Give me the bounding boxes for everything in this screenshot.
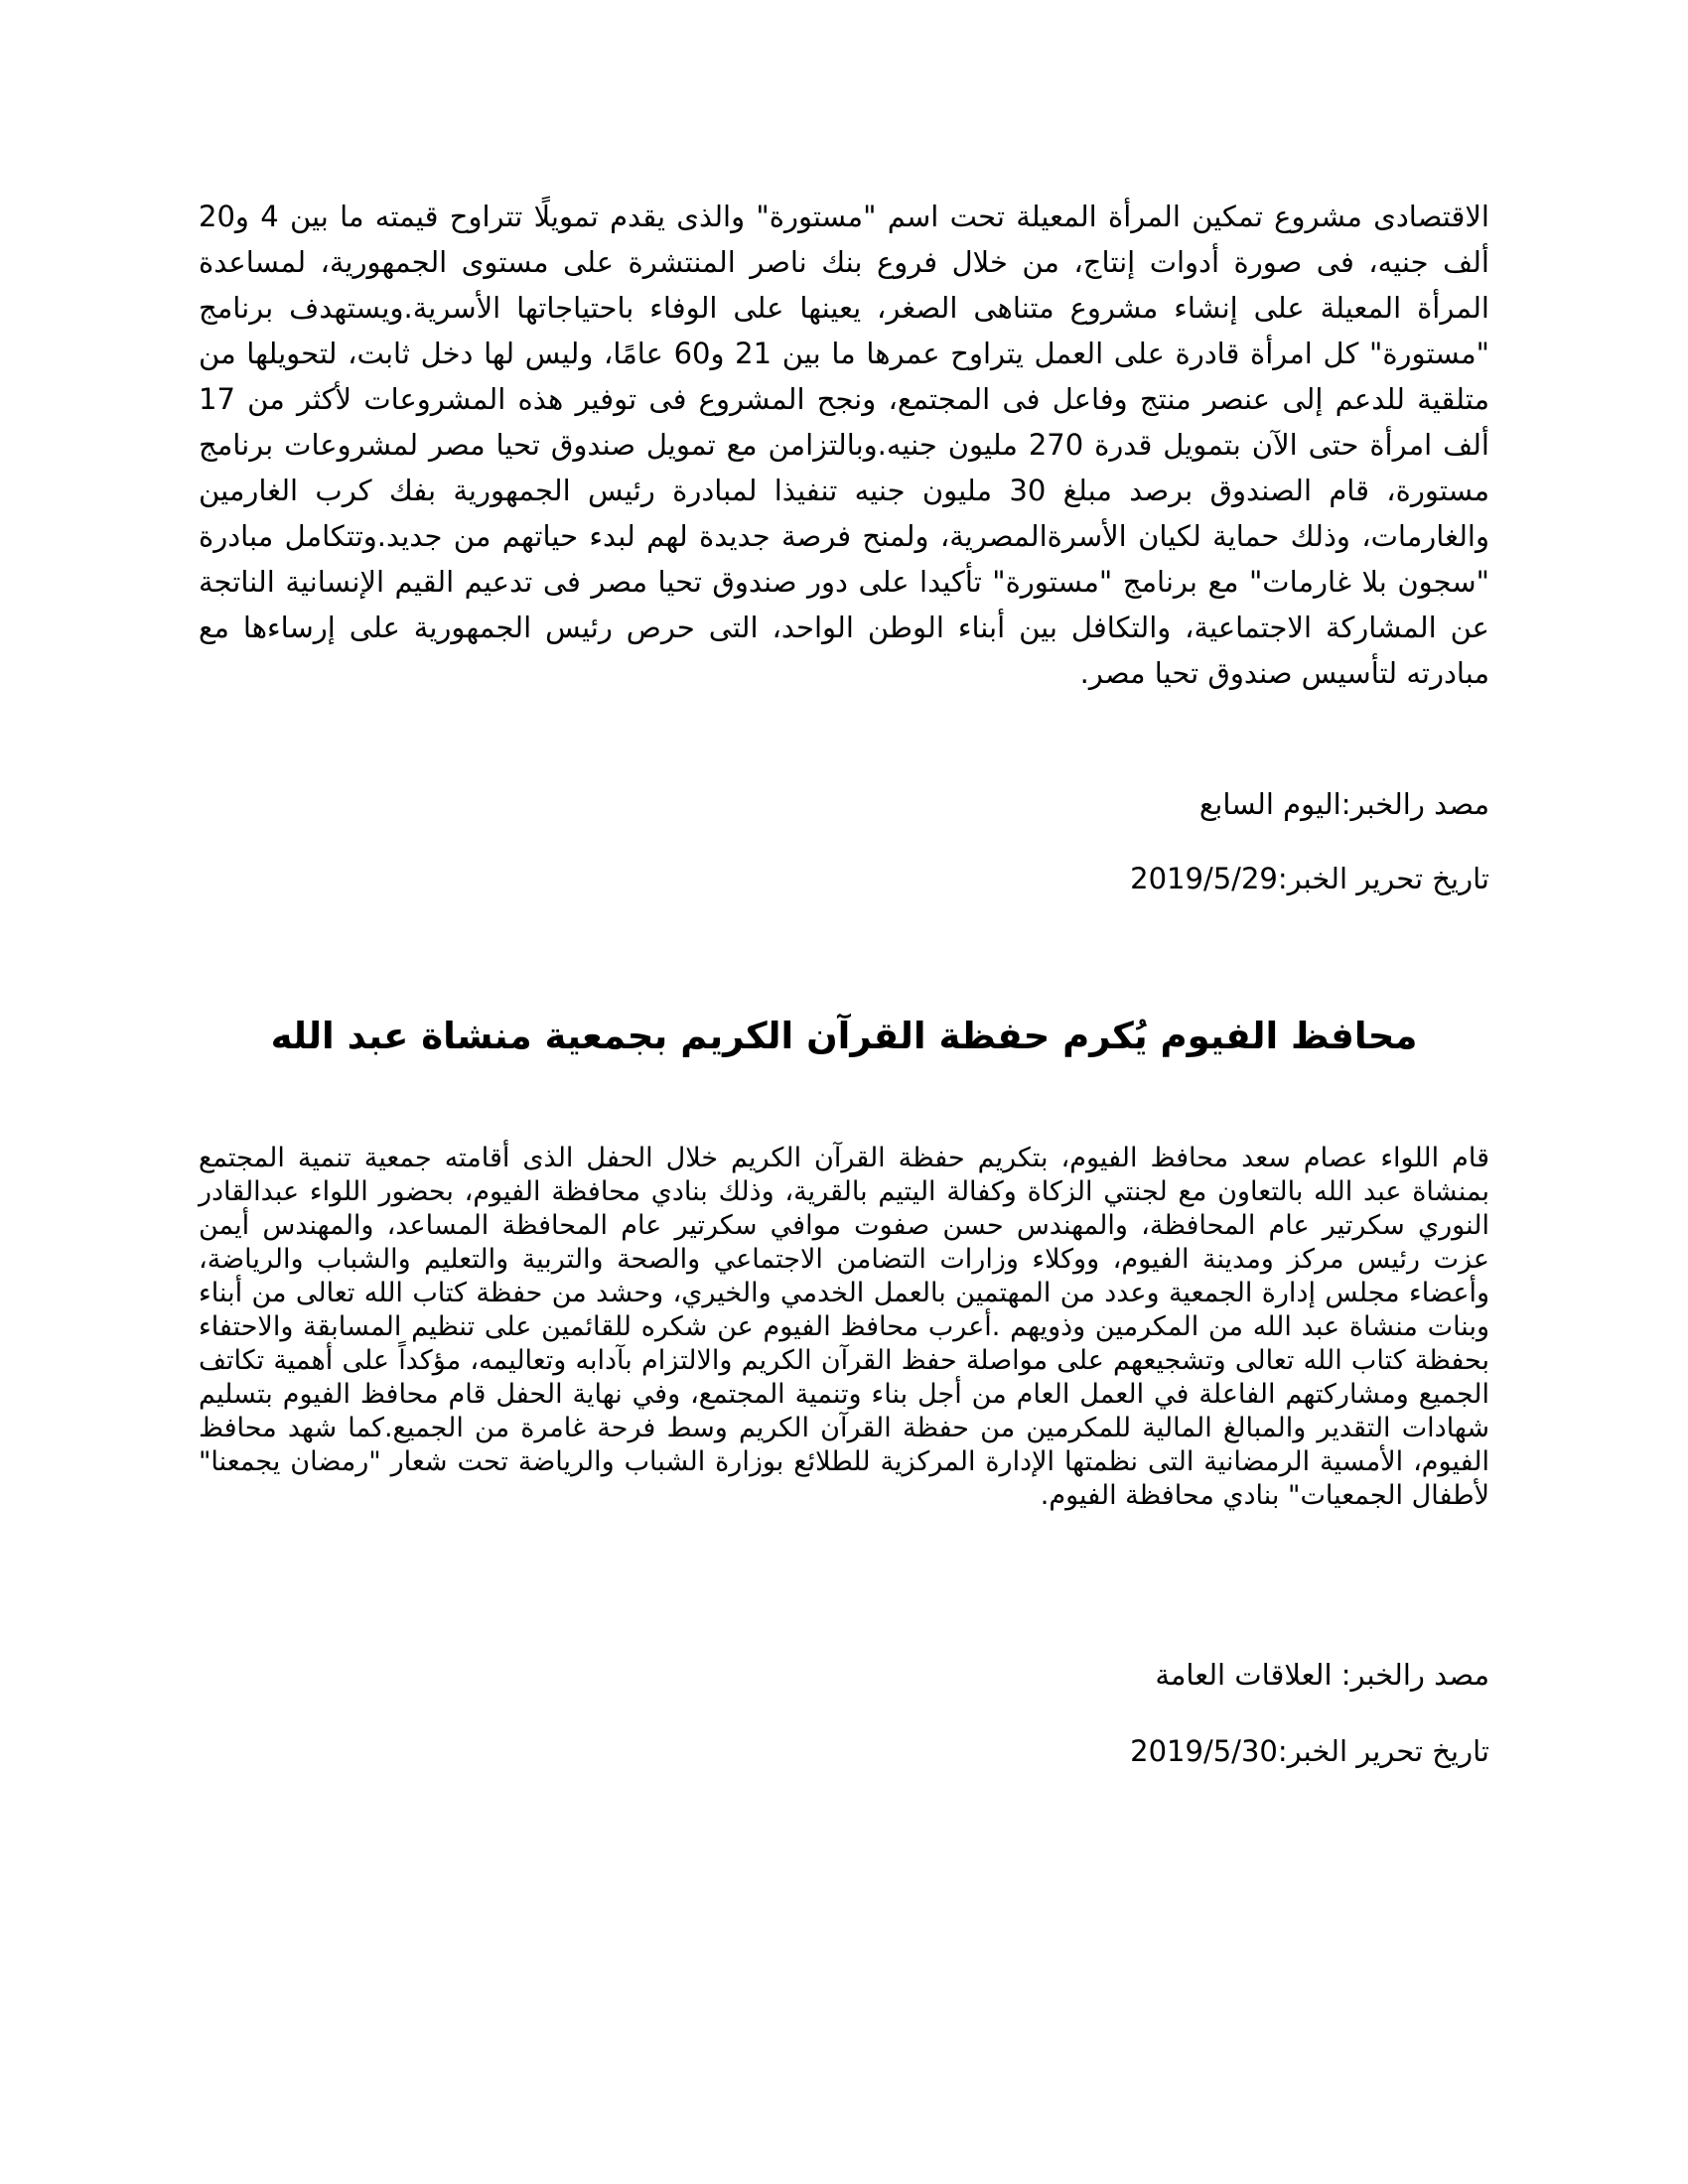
article-2-title: محافظ الفيوم يُكرم حفظة القرآن الكريم بجمعية منشاة عبد الله — [270, 1015, 1418, 1057]
article-2-source: مصد رالخبر: العلاقات العامة — [1155, 1658, 1489, 1692]
article-1-body: الاقتصادى مشروع تمكين المرأة المعيلة تحت اسم "مستورة" والذى يقدم تمويلًا تتراوح قيمته ما بين 4 و20 ألف جنيه، فى صورة أدوات إنتاج، من خلال فروع بنك ناصر المنتشرة على مستوى الجمهورية، لمساعدة المرأة المعيلة على إنشاء مشروع متناهى الصغر، يعينها على الوفاء باحتياجاتها الأسرية.ويستهدف برنامج "مستورة" كل امرأة قادرة على العمل يتراوح عمرها ما بين 21 و60 عامًا، وليس لها دخل ثابت، لتحويلها من متلقية للدعم إلى عنصر منتج وفاعل فى المجتمع، ونجح المشروع فى توفير هذه المشروعات لأكثر من 17 ألف امرأة حتى الآن بتمويل قدرة 270 مليون جنيه.وبالتزامن مع تمويل صندوق تحيا مصر لمشروعات برنامج مستورة، قام الصندوق برصد مبلغ 30 مليون جنيه تنفيذا لمبادرة رئيس الجمهورية بفك كرب الغارمين والغارمات، وذلك حماية لكيان الأسرةالمصرية، ولمنح فرصة جديدة لهم لبدء حياتهم من جديد.وتتكامل مبادرة "سجون بلا غارمات" مع برنامج "مستورة" تأكيدا على دور صندوق تحيا مصر فى تدعيم القيم الإنسانية الناتجة عن المشاركة الاجتماعية، والتكافل بين أبناء الوطن الواحد، التى حرص رئيس الجمهورية على إرساءها مع مبادرته لتأسيس صندوق تحيا مصر. — [199, 200, 1489, 690]
article-1-date: تاريخ تحرير الخبر:2019/5/29 — [1130, 862, 1489, 895]
article-1-source: مصد رالخبر:اليوم السابع — [1198, 787, 1489, 821]
article-2-date: تاريخ تحرير الخبر:2019/5/30 — [1130, 1734, 1489, 1768]
article-2-body: قام اللواء عصام سعد محافظ الفيوم، بتكريم حفظة القرآن الكريم خلال الحفل الذى أقامته جمعية تنمية المجتمع بمنشاة عبد الله بالتعاون مع لجنتي الزكاة وكفالة اليتيم بالقرية، وذلك بنادي محافظة الفيوم، بحضور اللواء عبدالقادر النوري سكرتير عام المحافظة، والمهندس حسن صفوت موافي سكرتير عام المحافظة المساعد، والمهندس أيمن عزت رئيس مركز ومدينة الفيوم، ووكلاء وزارات التضامن الاجتماعي والصحة والتربية والتعليم والشباب والرياضة، وأعضاء مجلس إدارة الجمعية وعدد من المهتمين بالعمل الخدمي والخيري، وحشد من حفظة كتاب الله تعالى من أبناء وبنات منشاة عبد الله من المكرمين وذويهم .أعرب محافظ الفيوم عن شكره للقائمين على تنظيم المسابقة والاحتفاء بحفظة كتاب الله تعالى وتشجيعهم على مواصلة حفظ القرآن الكريم والالتزام بآدابه وتعاليمه، مؤكداً على أهمية تكاتف الجميع ومشاركتهم الفاعلة في العمل العام من أجل بناء وتنمية المجتمع، وفي نهاية الحفل قام محافظ الفيوم بتسليم شهادات التقدير والمبالغ المالية للمكرمين من حفظة القرآن الكريم وسط فرحة غامرة من الجميع.كما شهد محافظ الفيوم، الأمسية الرمضانية التى نظمتها الإدارة المركزية للطلائع بوزارة الشباب والرياضة تحت شعار "رمضان يجمعنا" لأطفال الجمعيات" بنادي محافظة الفيوم. — [199, 1143, 1489, 1511]
